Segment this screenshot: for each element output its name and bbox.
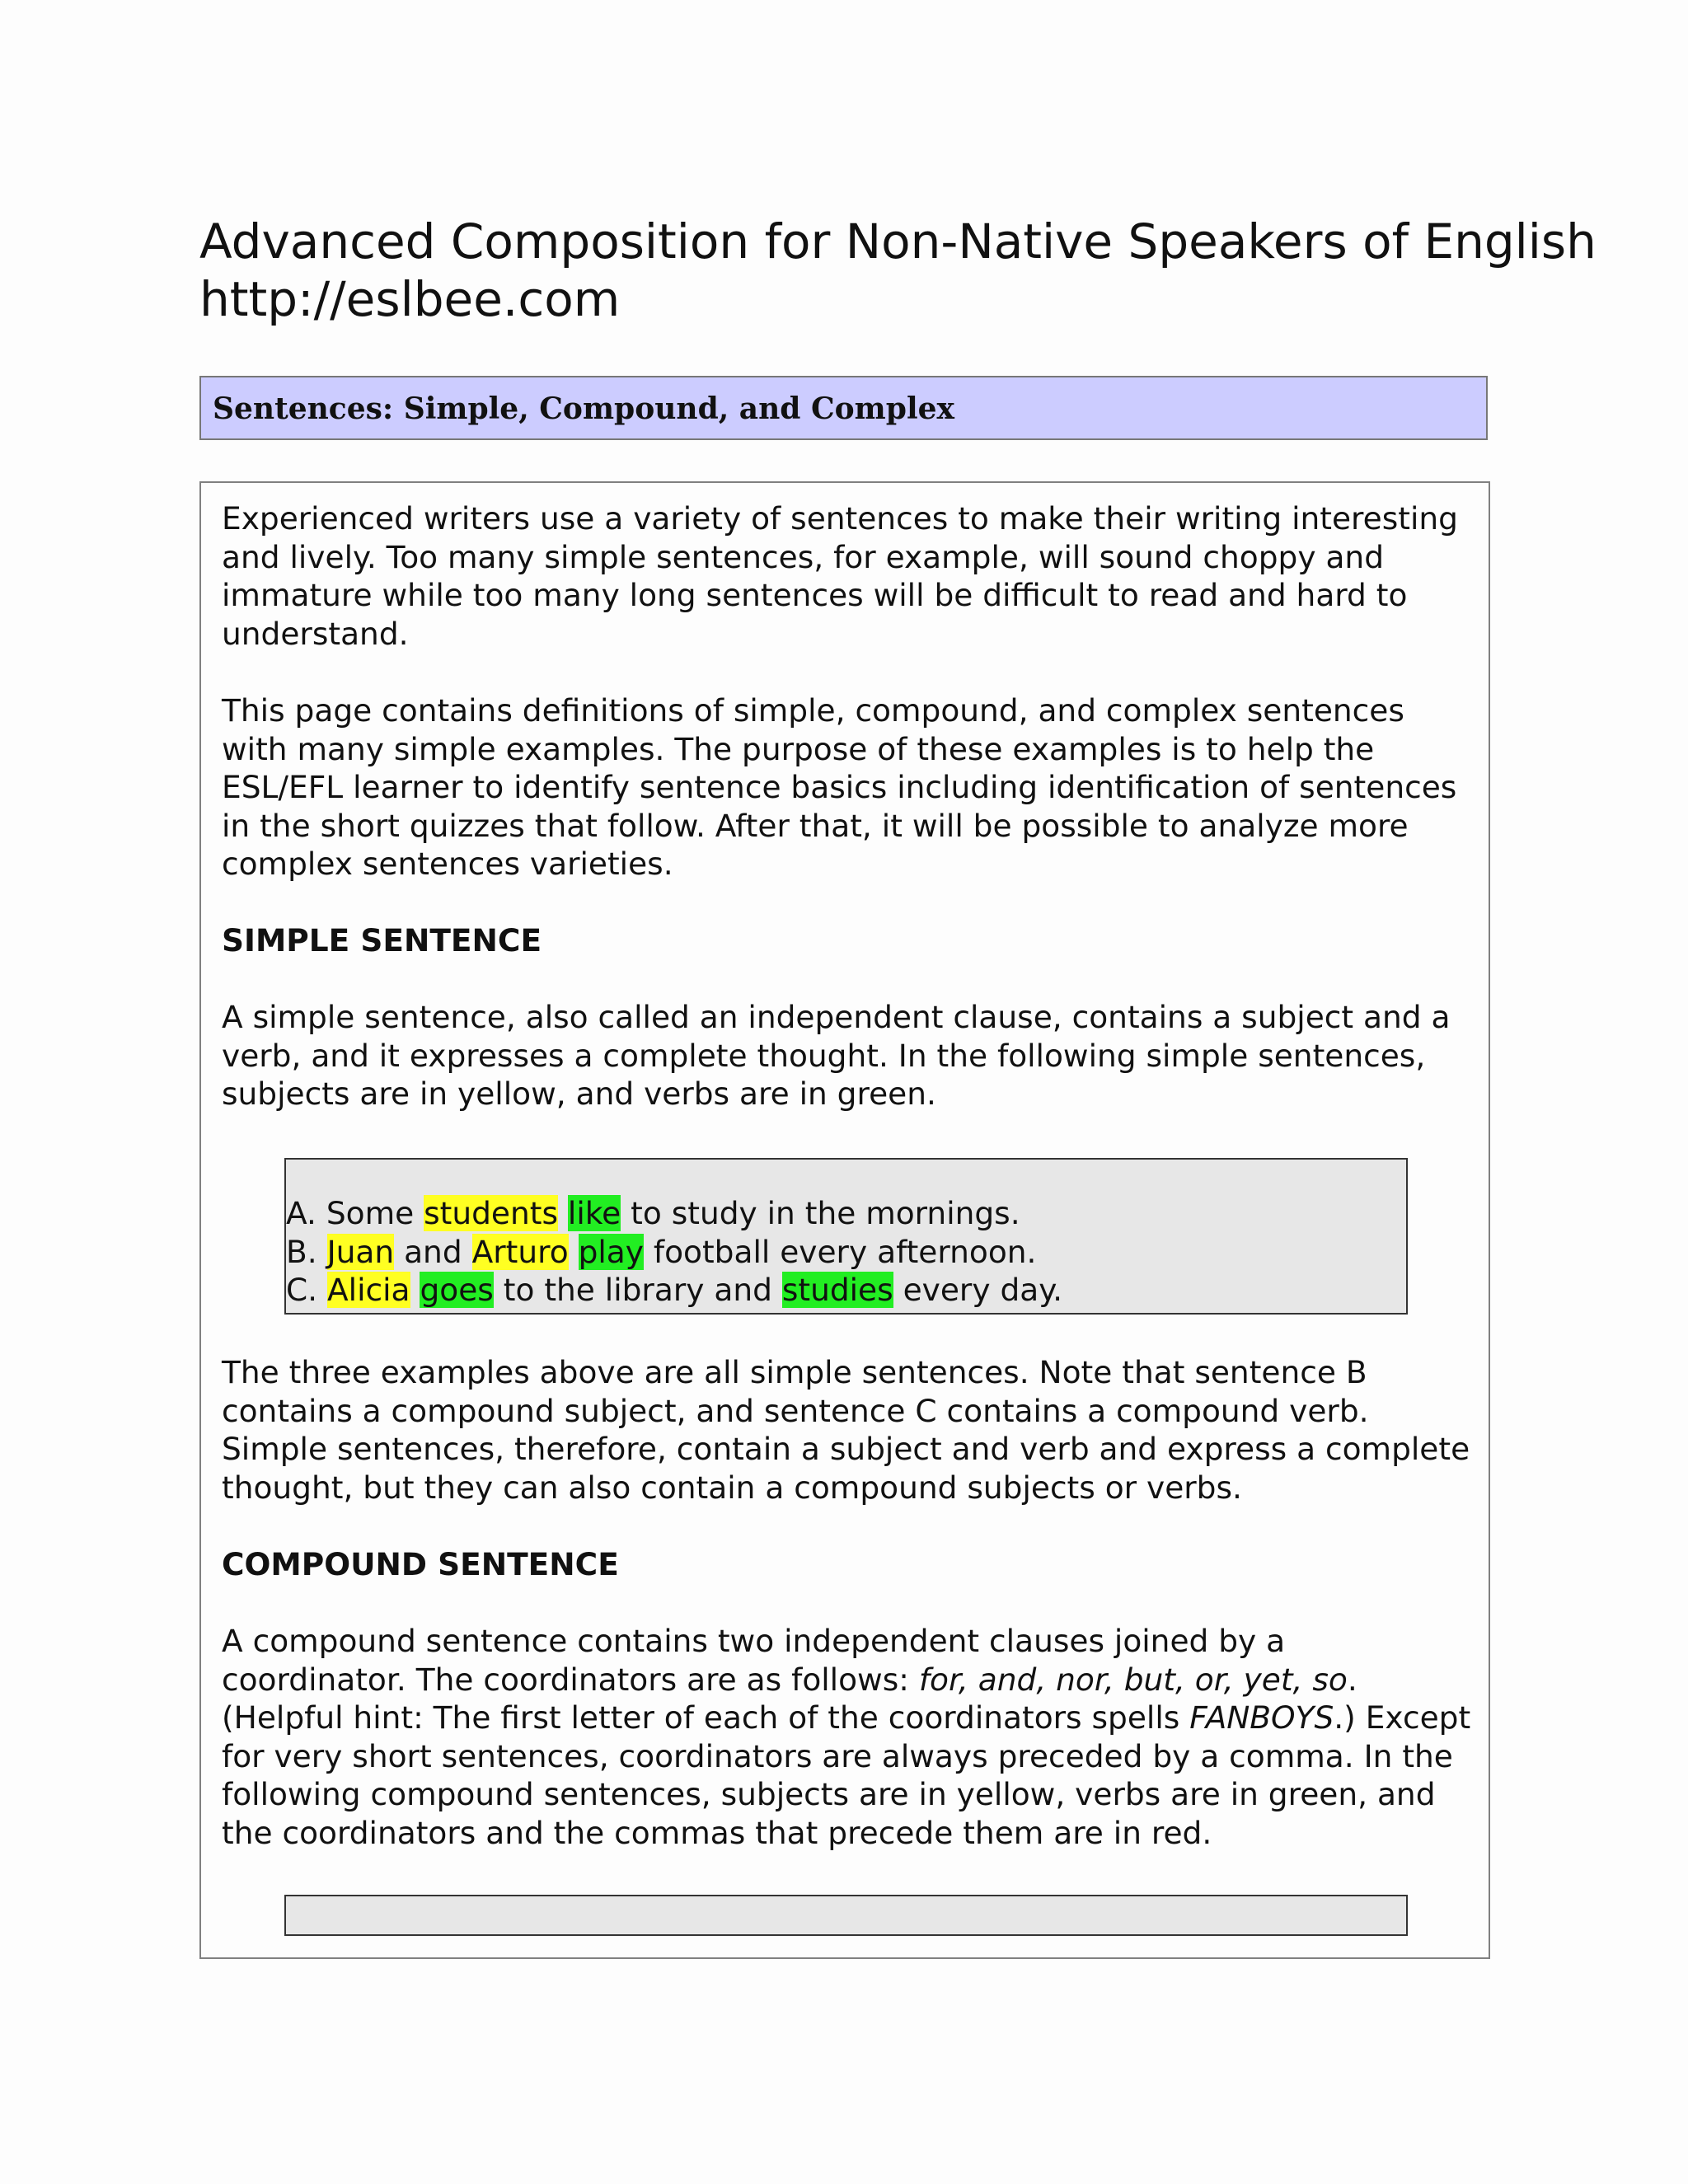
- example-c-text: to the library and: [493, 1272, 782, 1308]
- compound-sentence-heading: COMPOUND SENTENCE: [222, 1546, 619, 1582]
- section-banner: [199, 376, 1488, 440]
- example-a-text: A. Some: [286, 1195, 424, 1231]
- subject-highlight: students: [424, 1195, 558, 1231]
- example-a-text: to study in the mornings.: [621, 1195, 1020, 1231]
- compound-sentence-definition: [222, 1622, 1475, 1852]
- example-b-text: [569, 1234, 579, 1270]
- compound-definition-text: . (Helpful hint: The first letter of each of the coordinators spells: [222, 1661, 1357, 1736]
- intro-paragraph-1: Experienced writers use a variety of sentences to make their writing interesting and lively. Too many simple sentences, for example, will sound choppy and immature while too many long sentences will be difficult to read and hard to understand.: [222, 500, 1458, 652]
- compound-examples-box: [284, 1895, 1408, 1936]
- content-box: [199, 481, 1490, 1959]
- subject-highlight: Arturo: [471, 1233, 569, 1270]
- simple-sentence-definition: A simple sentence, also called an independent clause, contains a subject and a verb, and it expresses a complete thought. In the following simple sentences, subjects are in yellow, and verbs are in green.: [222, 999, 1451, 1112]
- example-a: [286, 1194, 1062, 1233]
- section-title: Sentences: Simple, Compound, and Complex: [213, 391, 954, 426]
- simple-sentence-heading: SIMPLE SENTENCE: [222, 922, 542, 958]
- verb-highlight: play: [578, 1233, 644, 1270]
- example-b-text: B.: [286, 1233, 327, 1270]
- simple-examples-list: [286, 1194, 1062, 1310]
- example-a-text: [558, 1195, 568, 1231]
- example-b-text: football every afternoon.: [643, 1233, 1037, 1270]
- verb-highlight: goes: [420, 1272, 494, 1308]
- verb-highlight: studies: [781, 1272, 893, 1308]
- verb-highlight: like: [567, 1195, 621, 1231]
- subject-highlight: Juan: [326, 1233, 395, 1270]
- coordinators-list: for, and, nor, but, or, yet, so: [918, 1661, 1348, 1698]
- example-c: [286, 1271, 1062, 1310]
- compound-definition-text: .) Except for very short sentences, coordinators are always preceded by a comma. In the following compound sentences, subjects are in yellow, verbs are in green, and the coordinators and the commas that precede them are in red.: [222, 1699, 1471, 1851]
- intro-paragraph-2: This page contains definitions of simple, compound, and complex sentences with many simple examples. The purpose of these examples is to help the ESL/EFL learner to identify sentence basics including identification of sentences in the short quizzes that follow. After that, it will be possible to analyze more complex sentences varieties.: [222, 692, 1457, 882]
- example-b-text: and: [394, 1233, 472, 1270]
- simple-sentence-note: The three examples above are all simple sentences. Note that sentence B contains a compound subject, and sentence C contains a compound verb. Simple sentences, therefore, contain a subject and verb and express a complete thought, but they can also contain a compound subjects or verbs.: [222, 1354, 1470, 1506]
- fanboys-acronym: FANBOYS: [1189, 1699, 1334, 1736]
- subject-highlight: Alicia: [327, 1272, 410, 1308]
- document-url: http://eslbee.com: [199, 271, 621, 327]
- example-c-text: C.: [286, 1272, 328, 1308]
- document-title-line1: Advanced Composition for Non-Native Speakers of English: [199, 213, 1597, 269]
- simple-examples-box: [284, 1158, 1408, 1315]
- example-b: [286, 1233, 1062, 1272]
- example-c-text: every day.: [893, 1272, 1063, 1308]
- example-c-text: [410, 1272, 420, 1308]
- document-title: [199, 213, 1601, 328]
- compound-definition-text: A compound sentence contains two independent clauses joined by a coordinator. The coordinators are as follows:: [222, 1623, 1286, 1698]
